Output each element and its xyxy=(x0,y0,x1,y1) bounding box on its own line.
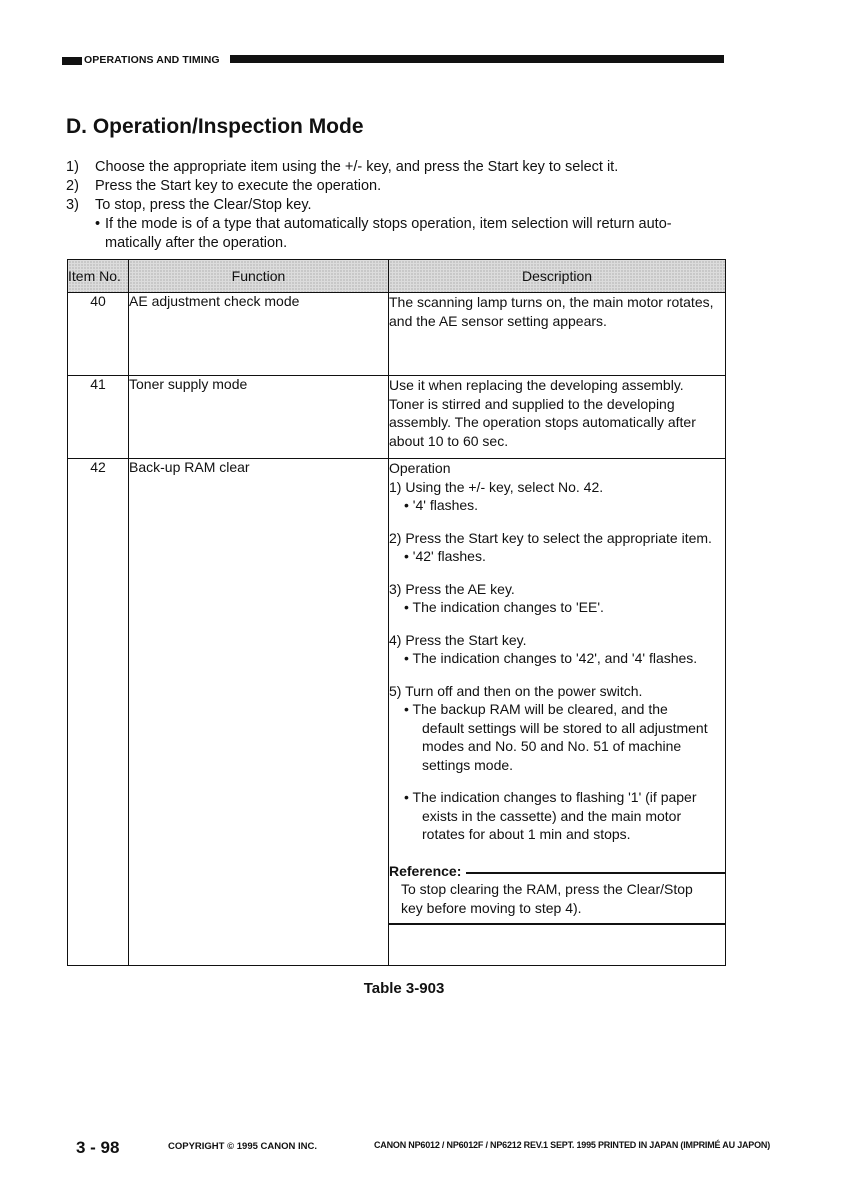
header-rule xyxy=(230,55,724,63)
procedure-steps xyxy=(66,158,746,253)
note-line-2: matically after the operation. xyxy=(105,235,288,251)
description-line: about 10 to 60 sec. xyxy=(389,432,509,449)
function-name: AE adjustment check mode xyxy=(129,293,389,376)
operation-step-5: 5) Turn off and then on the power switch. xyxy=(389,682,643,699)
operation-step-5-note-a-cont: default settings will be stored to all adjustment xyxy=(422,719,708,736)
step-text: Press the Start key to execute the operation. xyxy=(95,178,382,194)
step-3 xyxy=(66,196,746,215)
operation-step-5-note-b-cont: rotates for about 1 min and stops. xyxy=(422,826,631,842)
header-item-no: Item No. xyxy=(68,260,129,293)
description-line: The scanning lamp turns on, the main motor rotates, xyxy=(389,294,714,310)
step-number: 2) xyxy=(66,178,79,194)
header-bar-lead xyxy=(62,57,82,65)
table-row xyxy=(68,376,726,459)
item-number: 41 xyxy=(68,376,129,459)
description-line: Use it when replacing the developing assembly. xyxy=(389,377,684,393)
step-2 xyxy=(66,177,746,196)
table-header-row xyxy=(68,260,726,293)
function-name: Back-up RAM clear xyxy=(129,459,389,966)
description-cell xyxy=(389,293,726,376)
section-title: D. Operation/Inspection Mode xyxy=(66,115,364,138)
description-cell xyxy=(389,459,726,966)
item-number: 40 xyxy=(68,293,129,376)
step-text: To stop, press the Clear/Stop key. xyxy=(95,197,312,213)
step-text: Choose the appropriate item using the +/- key, and press the Start key to select it. xyxy=(95,159,619,175)
operation-heading: Operation xyxy=(389,460,451,476)
operation-step-4: 4) Press the Start key. xyxy=(389,631,527,648)
step-number: 1) xyxy=(66,159,79,175)
reference-box-header xyxy=(389,862,725,881)
model-revision-notice: CANON NP6012 / NP6012F / NP6212 REV.1 SEPT. 1995 PRINTED IN JAPAN (IMPRIMÉ AU JAPON) xyxy=(374,1140,771,1150)
reference-rule xyxy=(466,872,725,874)
operation-step-4-note: • The indication changes to '42', and '4' flashes. xyxy=(404,650,698,666)
reference-text xyxy=(389,880,725,917)
reference-label: Reference: xyxy=(389,862,462,879)
page-number: 3 - 98 xyxy=(76,1138,120,1157)
reference-line-2: key before moving to step 4). xyxy=(401,899,582,916)
description-line: and the AE sensor setting appears. xyxy=(389,312,607,329)
operation-step-2-note: • '42' flashes. xyxy=(404,548,486,564)
description-cell xyxy=(389,376,726,459)
description-line: Toner is stirred and supplied to the developing xyxy=(389,395,675,412)
operation-mode-table xyxy=(67,259,726,966)
operation-step-1-note: • '4' flashes. xyxy=(404,497,479,513)
operation-step-1: 1) Using the +/- key, select No. 42. xyxy=(389,478,604,495)
note-bullet: • xyxy=(95,216,101,232)
section-header xyxy=(62,53,724,67)
operation-step-5-note-a-cont: settings mode. xyxy=(422,756,514,773)
table-row xyxy=(68,293,726,376)
header-section-label: OPERATIONS AND TIMING xyxy=(84,54,220,66)
auto-stop-note-continued xyxy=(66,234,746,253)
operation-step-5-note-b-cont: exists in the cassette) and the main motor xyxy=(422,807,682,824)
operation-step-3: 3) Press the AE key. xyxy=(389,580,515,597)
operation-step-2: 2) Press the Start key to select the appropriate item. xyxy=(389,529,712,546)
reference-line-1: To stop clearing the RAM, press the Clear/Stop xyxy=(401,881,693,897)
operation-step-5-note-b: • The indication changes to flashing '1' (if paper xyxy=(404,789,697,805)
step-1 xyxy=(66,158,746,177)
operation-step-3-note: • The indication changes to 'EE'. xyxy=(404,599,604,615)
auto-stop-note xyxy=(66,215,746,234)
operation-step-5-note-a-cont: modes and No. 50 and No. 51 of machine xyxy=(422,738,682,754)
table-row xyxy=(68,459,726,966)
copyright-notice: COPYRIGHT © 1995 CANON INC. xyxy=(168,1141,317,1152)
note-line-1: If the mode is of a type that automatically stops operation, item selection will return auto- xyxy=(105,216,672,232)
step-number: 3) xyxy=(66,197,79,213)
function-name: Toner supply mode xyxy=(129,376,389,459)
description-line: assembly. The operation stops automatically after xyxy=(389,414,696,430)
header-description: Description xyxy=(389,260,726,293)
item-number: 42 xyxy=(68,459,129,966)
table-caption: Table 3-903 xyxy=(363,980,445,997)
header-function: Function xyxy=(129,260,389,293)
reference-bottom-rule xyxy=(389,923,725,925)
operation-step-5-note-a: • The backup RAM will be cleared, and the xyxy=(404,701,668,717)
